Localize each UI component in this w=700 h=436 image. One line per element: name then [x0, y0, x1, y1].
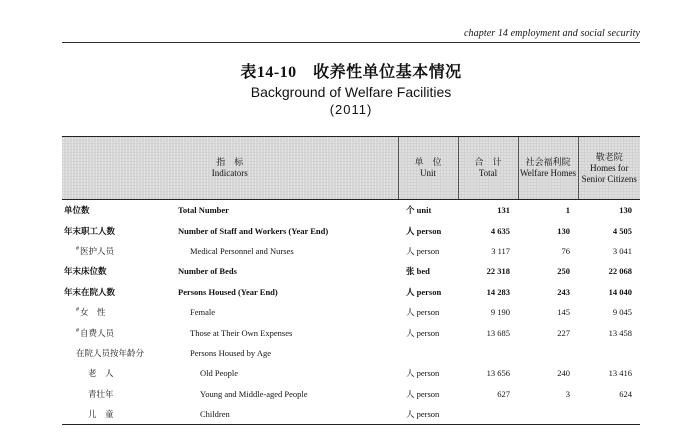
row-total — [458, 343, 518, 363]
table-row — [62, 384, 640, 404]
row-welfare: 240 — [557, 368, 570, 379]
row-label-cn-text: 青壮年 — [88, 388, 114, 399]
row-unit: 人 person — [406, 307, 440, 318]
welfare-facilities-table — [62, 136, 640, 425]
subitem-mark: # — [76, 327, 79, 334]
running-head: chapter 14 employment and social security — [463, 28, 640, 39]
table-row — [62, 322, 640, 342]
row-unit: 人 person — [406, 327, 440, 338]
row-label-cn — [62, 384, 174, 404]
header-unit-en: Unit — [419, 168, 436, 178]
title-block — [62, 64, 640, 118]
row-total: 627 — [497, 388, 510, 399]
row-label-en: Total Number — [178, 205, 229, 216]
header-welfare-cn: 社会福利院 — [525, 157, 571, 167]
row-welfare: 227 — [557, 327, 570, 338]
header-rule — [62, 42, 640, 43]
row-label-en-text: Those at Their Own Expenses — [190, 327, 293, 338]
header-indicators-en: Indicators — [211, 168, 248, 178]
row-total: 22 318 — [486, 266, 510, 277]
row-label-en-text: Female — [190, 307, 216, 318]
subitem-mark: # — [76, 307, 79, 314]
subitem-mark: # — [76, 246, 79, 253]
row-label-cn — [62, 363, 174, 383]
row-label-en — [174, 343, 398, 363]
table-title-year: (2011) — [329, 102, 373, 117]
table-header — [62, 137, 640, 200]
row-label-cn-text: 女 性 — [80, 307, 106, 318]
row-welfare: 145 — [557, 307, 570, 318]
header-total-cn: 合 计 — [474, 157, 502, 167]
row-senior: 130 — [619, 205, 632, 216]
row-welfare: 130 — [557, 225, 570, 236]
row-label-cn — [62, 404, 174, 425]
row-welfare: 243 — [557, 286, 570, 297]
row-unit: 个 unit — [406, 205, 432, 216]
row-label-en: Persons Housed (Year End) — [178, 286, 278, 297]
row-label-en-text: Young and Middle-aged People — [200, 388, 308, 399]
row-label-cn: 单位数 — [64, 205, 90, 216]
row-senior: 14 040 — [608, 286, 632, 297]
row-label-cn: 年末床位数 — [64, 266, 107, 277]
row-senior — [578, 343, 640, 363]
row-label-cn — [62, 322, 174, 342]
row-label-cn-text: 在院人员按年龄分 — [76, 347, 145, 358]
table-row — [62, 282, 640, 302]
header-welfare-homes — [518, 137, 578, 200]
row-total: 131 — [497, 205, 510, 216]
row-label-cn-text: 医护人员 — [80, 245, 115, 256]
row-label-cn — [62, 241, 174, 261]
row-total: 9 190 — [490, 307, 510, 318]
header-indicators-cn: 指 标 — [216, 157, 244, 167]
table-row — [62, 302, 640, 322]
row-unit: 张 bed — [406, 266, 430, 277]
row-label-cn-text: 自费人员 — [80, 327, 115, 338]
row-welfare: 76 — [561, 245, 570, 256]
row-welfare — [518, 343, 578, 363]
row-senior: 4 505 — [612, 225, 632, 236]
header-welfare-en: Welfare Homes — [520, 168, 576, 178]
row-label-en: Number of Beds — [178, 266, 237, 277]
row-total: 4 635 — [490, 225, 510, 236]
row-total: 3 117 — [491, 245, 510, 256]
row-label-en — [174, 363, 398, 383]
row-senior: 22 068 — [608, 266, 632, 277]
row-unit: 人 person — [406, 368, 440, 379]
row-welfare: 3 — [565, 388, 570, 399]
table-row — [62, 404, 640, 425]
row-total: 13 685 — [486, 327, 510, 338]
table-row — [62, 200, 640, 221]
table-title-english: Background of Welfare Facilities — [250, 84, 452, 100]
table-row — [62, 220, 640, 240]
row-label-en — [174, 384, 398, 404]
row-label-cn — [62, 343, 174, 363]
row-label-en-text: Old People — [200, 368, 239, 379]
row-label-cn-text: 老 人 — [88, 368, 114, 379]
row-unit: 人 person — [406, 225, 442, 236]
row-senior: 624 — [619, 388, 632, 399]
row-senior: 9 045 — [612, 307, 632, 318]
row-senior: 13 458 — [608, 327, 632, 338]
header-unit — [398, 137, 458, 200]
row-total — [458, 404, 518, 425]
table-row — [62, 241, 640, 261]
row-label-en-text: Children — [200, 409, 230, 420]
row-label-cn: 年末职工人数 — [64, 225, 116, 236]
row-senior — [578, 404, 640, 425]
table-body — [62, 200, 640, 425]
header-senior-en: Homes for Senior Citizens — [581, 162, 637, 184]
header-indicators — [62, 137, 398, 200]
row-welfare — [518, 404, 578, 425]
header-total — [458, 137, 518, 200]
table-row — [62, 261, 640, 281]
row-label-en-text: Persons Housed by Age — [190, 347, 271, 358]
row-welfare: 1 — [565, 205, 570, 216]
row-unit: 人 person — [406, 388, 440, 399]
table-row — [62, 363, 640, 383]
row-unit: 人 person — [406, 286, 442, 297]
row-senior: 13 416 — [608, 368, 632, 379]
header-senior-homes — [578, 137, 640, 200]
row-unit: 人 person — [398, 404, 458, 425]
row-label-cn-text: 儿 童 — [88, 409, 114, 420]
header-unit-cn: 单 位 — [414, 157, 442, 167]
table-row — [62, 343, 640, 363]
row-unit: 人 person — [406, 245, 440, 256]
table-title-chinese: 表14-10 收养性单位基本情况 — [240, 64, 462, 81]
row-label-cn — [62, 302, 174, 322]
row-welfare: 250 — [557, 266, 570, 277]
row-label-en — [174, 302, 398, 322]
row-total: 14 283 — [486, 286, 510, 297]
row-label-en: Number of Staff and Workers (Year End) — [178, 225, 329, 236]
header-total-en: Total — [478, 168, 498, 178]
row-total: 13 656 — [486, 368, 510, 379]
header-senior-cn: 敬老院 — [595, 151, 623, 162]
row-label-en — [174, 404, 398, 425]
row-unit — [398, 343, 458, 363]
row-label-en — [174, 241, 398, 261]
row-label-en-text: Medical Personnel and Nurses — [190, 245, 294, 256]
row-senior: 3 041 — [612, 245, 632, 256]
row-label-en — [174, 322, 398, 342]
row-label-cn: 年末在院人数 — [64, 286, 116, 297]
